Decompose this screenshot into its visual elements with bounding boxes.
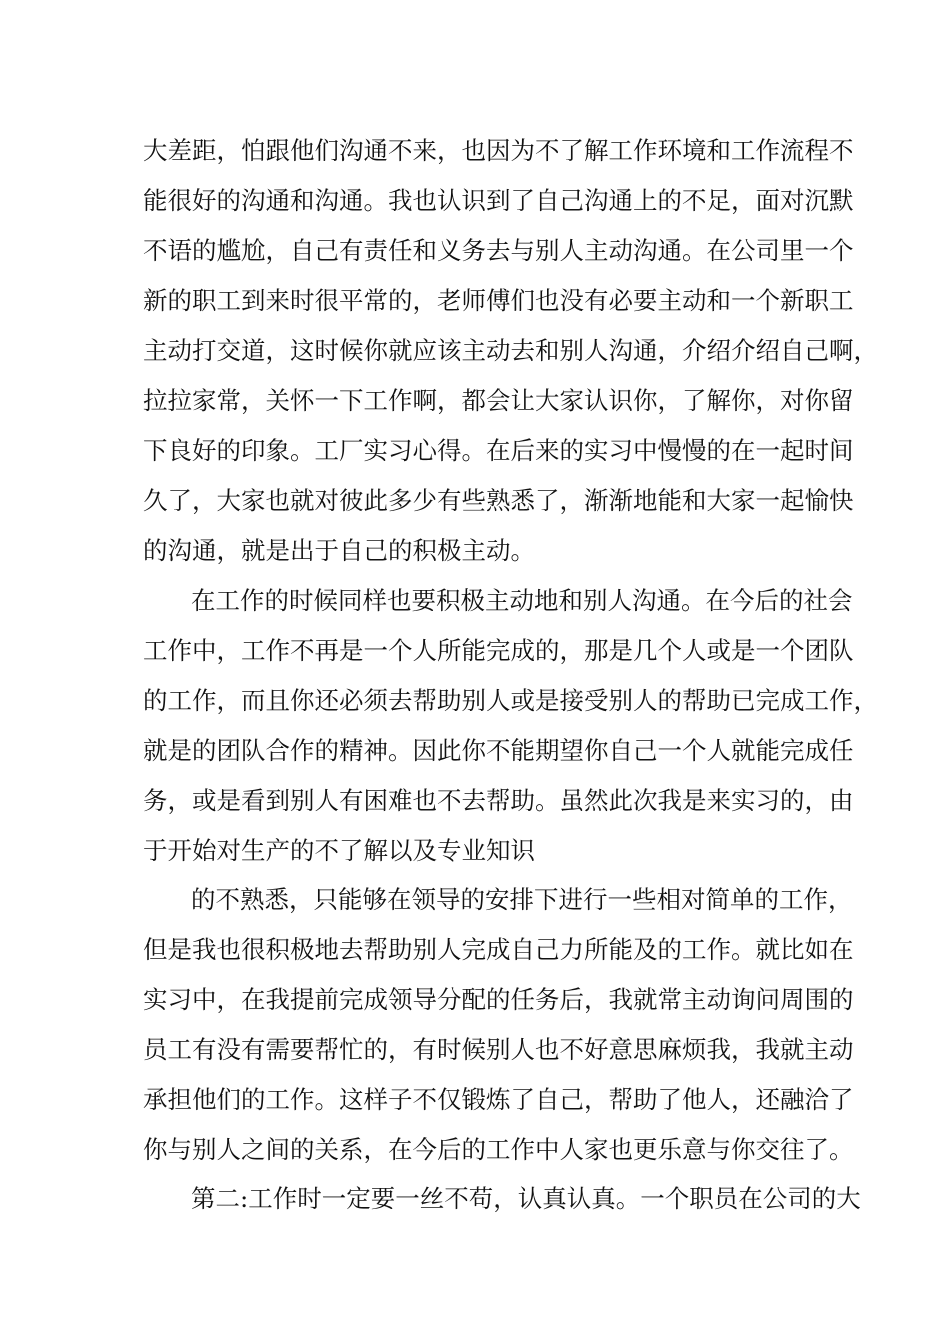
line-text: 的不熟悉，只能够在领导的安排下进行一些相对简单的工作，: [191, 885, 853, 914]
text-line: [0, 831, 950, 871]
text-line: [0, 1030, 950, 1070]
line-text: 员工有没有需要帮忙的，有时候别人也不好意思麻烦我，我就主动: [143, 1035, 854, 1064]
line-text: 的工作，而且你还必须去帮助别人或是接受别人的帮助已完成工作，: [143, 686, 878, 715]
line-text: 第二:工作时一定要一丝不苟，认真认真。一个职员在公司的大: [191, 1184, 861, 1213]
text-line: [0, 631, 950, 671]
line-text: 拉拉家常，关怀一下工作啊，都会让大家认识你，了解你，对你留: [143, 386, 854, 415]
text-line: [0, 930, 950, 970]
line-text: 主动打交道，这时候你就应该主动去和别人沟通，介绍介绍自己啊，: [143, 336, 878, 365]
line-text: 你与别人之间的关系，在今后的工作中人家也更乐意与你交往了。: [143, 1135, 854, 1164]
text-line: [0, 431, 950, 471]
line-text: 但是我也很积极地去帮助别人完成自己力所能及的工作。就比如在: [143, 935, 854, 964]
text-line: [0, 481, 950, 521]
line-text: 能很好的沟通和沟通。我也认识到了自己沟通上的不足，面对沉默: [143, 186, 854, 215]
text-line: [0, 731, 950, 771]
line-text: 久了，大家也就对彼此多少有些熟悉了，渐渐地能和大家一起愉快: [143, 486, 854, 515]
line-text: 实习中，在我提前完成领导分配的任务后，我就常主动询问周围的: [143, 985, 854, 1014]
text-line: [0, 281, 950, 321]
text-line: [0, 181, 950, 221]
text-line: [0, 381, 950, 421]
line-text: 新的职工到来时很平常的，老师傅们也没有必要主动和一个新职工: [143, 286, 854, 315]
line-text: 于开始对生产的不了解以及专业知识: [143, 836, 535, 865]
text-line: [0, 880, 950, 920]
line-text: 在工作的时候同样也要积极主动地和别人沟通。在今后的社会: [191, 586, 853, 615]
text-line: [0, 581, 950, 621]
line-text: 承担他们的工作。这样子不仅锻炼了自己，帮助了他人，还融洽了: [143, 1085, 854, 1114]
text-line: [0, 1179, 950, 1219]
text-line: [0, 980, 950, 1020]
line-text: 下良好的印象。工厂实习心得。在后来的实习中慢慢的在一起时间: [143, 436, 854, 465]
line-text: 就是的团队合作的精神。因此你不能期望你自己一个人就能完成任: [143, 736, 854, 765]
text-line: [0, 131, 950, 171]
text-line: [0, 681, 950, 721]
line-text: 不语的尴尬，自己有责任和义务去与别人主动沟通。在公司里一个: [143, 236, 854, 265]
line-text: 大差距，怕跟他们沟通不来，也因为不了解工作环境和工作流程不: [143, 136, 854, 165]
text-line: [0, 1080, 950, 1120]
text-line: [0, 1130, 950, 1170]
text-line: [0, 781, 950, 821]
line-text: 工作中，工作不再是一个人所能完成的，那是几个人或是一个团队: [143, 636, 854, 665]
text-line: [0, 231, 950, 271]
text-line: [0, 531, 950, 571]
line-text: 务，或是看到别人有困难也不去帮助。虽然此次我是来实习的，由: [143, 786, 854, 815]
line-text: 的沟通，就是出于自己的积极主动。: [143, 536, 535, 565]
text-line: [0, 331, 950, 371]
